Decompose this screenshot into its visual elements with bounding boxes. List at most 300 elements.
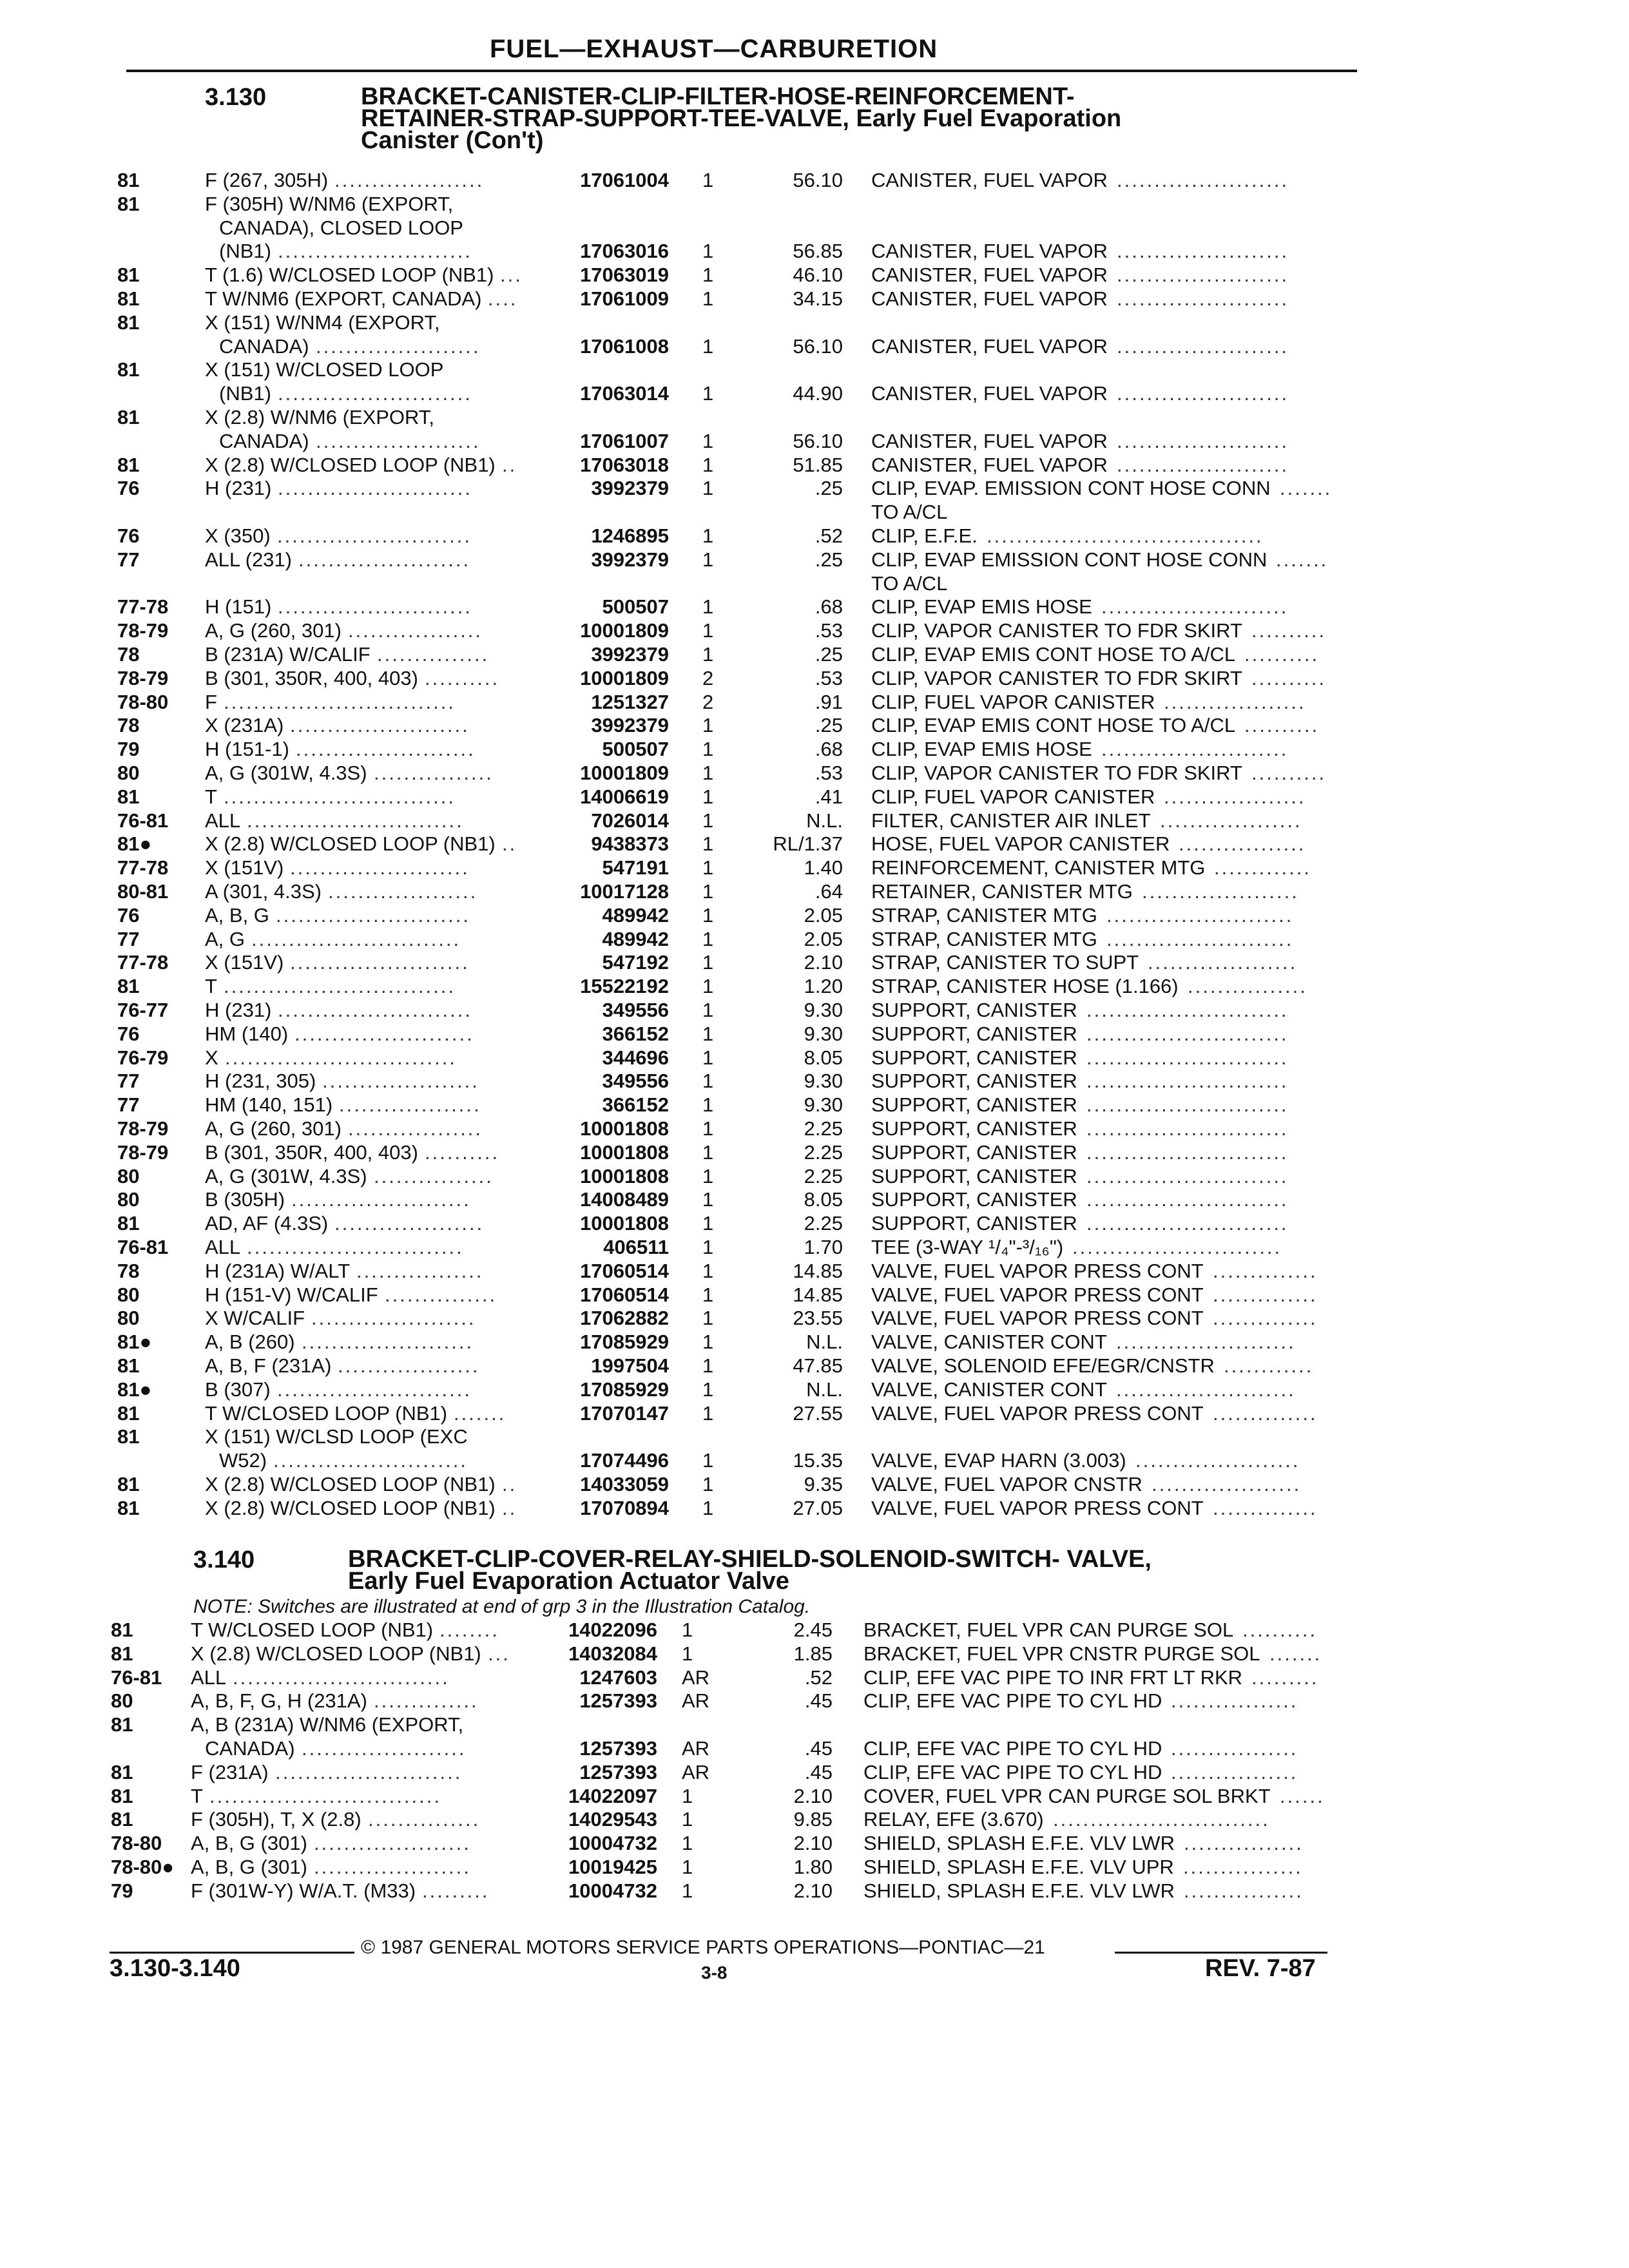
- description: SHIELD, SPLASH E.F.E. VLV UPR: [863, 1856, 1174, 1878]
- leader-dots: ..........................: [278, 999, 472, 1021]
- leader-dots: ................: [374, 1164, 494, 1187]
- leader-dots: .............................: [247, 1236, 464, 1258]
- price: 56.10: [793, 334, 843, 358]
- description: VALVE, FUEL VAPOR PRESS CONT: [871, 1401, 1204, 1425]
- parts-row: [0, 691, 1629, 714]
- year-range: 77: [117, 1093, 140, 1117]
- application: X (151) W/NM4 (EXPORT,: [205, 311, 440, 334]
- parts-row: [0, 1354, 1629, 1378]
- parts-row: [0, 1737, 1629, 1760]
- quantity: 1: [702, 1496, 714, 1519]
- price: 51.85: [793, 453, 843, 476]
- application: ALL (231): [205, 548, 292, 571]
- leader-dots: ..........................: [277, 1378, 472, 1401]
- leader-dots: ..........: [1251, 762, 1327, 784]
- footer-rule-left: [110, 1952, 354, 1954]
- price: 9.30: [804, 1093, 843, 1117]
- parts-row: [0, 1165, 1629, 1188]
- year-range: 81: [111, 1808, 133, 1831]
- part-number: 17070894: [580, 1496, 669, 1519]
- year-range: 77: [117, 1070, 140, 1093]
- leader-dots: .........................: [1106, 927, 1294, 950]
- parts-row: [0, 1331, 1629, 1354]
- year-range: 81: [117, 1212, 140, 1235]
- leader-dots: ...................: [1160, 809, 1302, 832]
- parts-row: [0, 904, 1629, 927]
- quantity: 1: [702, 1378, 714, 1401]
- quantity: 2: [702, 666, 714, 689]
- quantity: 1: [702, 643, 714, 666]
- description: SUPPORT, CANISTER: [871, 1093, 1077, 1117]
- parts-row: [0, 501, 1629, 524]
- application: H (231, 305): [205, 1070, 316, 1093]
- year-range: 80: [117, 1164, 140, 1187]
- application: X: [205, 1046, 218, 1069]
- application: HM (140): [205, 1022, 289, 1045]
- part-number: 547192: [602, 951, 669, 974]
- leader-dots: ...............................: [225, 1046, 457, 1069]
- part-number: 17070147: [580, 1401, 669, 1425]
- price: 2.05: [804, 903, 843, 927]
- leader-dots: ...........................: [1086, 1070, 1289, 1093]
- leader-dots: ..........: [425, 666, 500, 689]
- quantity: 1: [682, 1832, 693, 1855]
- quantity: 1: [702, 903, 714, 927]
- leader-dots: .............................: [233, 1666, 450, 1689]
- description: CLIP, EVAP EMIS HOSE: [871, 595, 1092, 619]
- application: F: [205, 690, 217, 713]
- parts-row: [0, 1046, 1629, 1070]
- leader-dots: ..........................: [277, 524, 472, 547]
- description: CLIP, EFE VAC PIPE TO CYL HD: [863, 1737, 1162, 1760]
- application: T (1.6) W/CLOSED LOOP (NB1): [205, 264, 494, 287]
- description: TO A/CL: [871, 501, 948, 524]
- parts-row: [0, 311, 1629, 334]
- quantity: 1: [702, 1331, 714, 1354]
- year-range: 77: [117, 548, 140, 571]
- parts-row: [0, 975, 1629, 998]
- quantity: 1: [702, 429, 714, 452]
- part-number: 349556: [602, 999, 669, 1021]
- description: CLIP, EVAP EMISSION CONT HOSE CONN: [871, 548, 1268, 571]
- quantity: 1: [702, 1046, 714, 1069]
- part-number: 489942: [602, 927, 669, 950]
- quantity: 1: [702, 880, 714, 903]
- price: .53: [815, 762, 843, 784]
- description: VALVE, FUEL VAPOR PRESS CONT: [871, 1496, 1204, 1519]
- parts-row: [0, 1761, 1629, 1784]
- price: .25: [815, 477, 843, 500]
- application: AD, AF (4.3S): [205, 1212, 329, 1235]
- part-number: 10004732: [568, 1879, 657, 1902]
- year-range: 78: [117, 1259, 140, 1282]
- application: F (305H), T, X (2.8): [191, 1808, 361, 1831]
- parts-row: [0, 1666, 1629, 1689]
- leader-dots: ......................: [302, 1737, 467, 1760]
- part-number: 17074496: [580, 1449, 669, 1472]
- description: VALVE, CANISTER CONT: [871, 1378, 1107, 1401]
- footer-copyright: © 1987 GENERAL MOTORS SERVICE PARTS OPERATIONS—PONTIAC—21: [361, 1937, 1045, 1958]
- price: 15.35: [793, 1449, 843, 1472]
- parts-row: [0, 667, 1629, 690]
- price: 2.25: [804, 1140, 843, 1164]
- quantity: 1: [702, 595, 714, 619]
- part-number: 17062882: [580, 1307, 669, 1330]
- description: CLIP, FUEL VAPOR CANISTER: [871, 690, 1155, 713]
- leader-dots: ..........................: [278, 477, 472, 500]
- section-number: 3.140: [193, 1546, 255, 1573]
- price: 34.15: [793, 287, 843, 310]
- quantity: 1: [702, 264, 714, 287]
- leader-dots: ...........................: [1086, 999, 1289, 1021]
- price: .68: [815, 595, 843, 619]
- price: 2.25: [804, 1117, 843, 1140]
- application: H (151-1): [205, 738, 289, 761]
- description: SHIELD, SPLASH E.F.E. VLV LWR: [863, 1879, 1175, 1902]
- parts-row: [0, 1307, 1629, 1330]
- leader-dots: ........................: [290, 856, 470, 879]
- quantity: 1: [702, 856, 714, 879]
- parts-row: [0, 714, 1629, 737]
- leader-dots: .......................: [302, 1331, 474, 1354]
- part-number: 344696: [602, 1046, 669, 1069]
- leader-dots: ..............: [1213, 1283, 1318, 1306]
- quantity: 1: [702, 524, 714, 547]
- parts-row: [0, 832, 1629, 856]
- part-number: 10001808: [580, 1164, 669, 1187]
- year-range: 81: [117, 406, 140, 428]
- application: A, G (301W, 4.3S): [205, 762, 367, 784]
- part-number: 14022097: [568, 1784, 657, 1807]
- quantity: 1: [702, 1283, 714, 1306]
- price: 2.25: [804, 1212, 843, 1235]
- year-range: 76-81: [111, 1666, 162, 1689]
- parts-row: [0, 430, 1629, 453]
- part-number: 1247603: [579, 1666, 657, 1689]
- part-number: 10004732: [568, 1832, 657, 1855]
- leader-dots: .............: [1214, 856, 1311, 879]
- year-range: 77: [117, 927, 140, 950]
- part-number: 1257393: [579, 1737, 657, 1760]
- quantity: 1: [702, 619, 714, 642]
- year-range: 81: [117, 1496, 140, 1519]
- parts-row: [0, 1402, 1629, 1425]
- leader-dots: ...........................: [1086, 1093, 1289, 1117]
- year-range: 81: [117, 1401, 140, 1425]
- description: STRAP, CANISTER TO SUPT: [871, 951, 1139, 974]
- application: T: [191, 1784, 203, 1807]
- application: A, G: [205, 927, 246, 950]
- quantity: AR: [682, 1737, 710, 1760]
- application: B (307): [205, 1378, 271, 1401]
- leader-dots: ...................: [1164, 690, 1306, 713]
- part-number: 489942: [602, 903, 669, 927]
- quantity: 1: [702, 1307, 714, 1330]
- price: 8.05: [804, 1046, 843, 1069]
- parts-row: [0, 477, 1629, 500]
- quantity: 1: [702, 809, 714, 832]
- application: HM (140, 151): [205, 1093, 333, 1117]
- section-title-line: BRACKET-CANISTER-CLIP-FILTER-HOSE-REINFORCEMENT-: [361, 83, 1075, 110]
- quantity: 1: [682, 1808, 693, 1831]
- price: 56.85: [793, 240, 843, 263]
- parts-row: [0, 1070, 1629, 1093]
- leader-dots: ...: [500, 264, 523, 287]
- parts-row: [0, 1713, 1629, 1736]
- parts-row: [0, 1236, 1629, 1259]
- application: H (231): [205, 477, 272, 500]
- year-range: 81: [117, 1354, 140, 1377]
- description: STRAP, CANISTER MTG: [871, 903, 1097, 927]
- leader-dots: .............................: [247, 809, 464, 832]
- parts-row: [0, 169, 1629, 192]
- leader-dots: ......: [1280, 1784, 1325, 1807]
- leader-dots: ..: [502, 1473, 517, 1495]
- quantity: 1: [702, 1093, 714, 1117]
- part-number: 366152: [602, 1022, 669, 1045]
- leader-dots: .......................: [1117, 453, 1289, 476]
- part-number: 349556: [602, 1070, 669, 1093]
- leader-dots: ...........................: [1086, 1046, 1289, 1069]
- description: VALVE, FUEL VAPOR PRESS CONT: [871, 1283, 1204, 1306]
- year-range: 81: [111, 1642, 133, 1665]
- part-number: 10001808: [580, 1212, 669, 1235]
- leader-dots: ..........................: [278, 382, 472, 405]
- application: X (151V): [205, 856, 284, 879]
- part-number: 15522192: [580, 975, 669, 998]
- quantity: 1: [702, 382, 714, 405]
- leader-dots: ......................: [311, 1307, 476, 1330]
- price: 2.05: [804, 927, 843, 950]
- price: .25: [815, 548, 843, 571]
- description: SUPPORT, CANISTER: [871, 1140, 1077, 1164]
- application: A, G (260, 301): [205, 619, 342, 642]
- description: VALVE, CANISTER CONT: [871, 1331, 1107, 1354]
- leader-dots: ...............: [385, 1283, 497, 1306]
- part-number: 406511: [603, 1236, 669, 1258]
- parts-row: [0, 1449, 1629, 1472]
- part-number: 17063018: [580, 453, 669, 476]
- year-range: 76: [117, 477, 140, 500]
- description: CANISTER, FUEL VAPOR: [871, 169, 1108, 191]
- leader-dots: .......: [1280, 477, 1333, 500]
- part-number: 14029543: [568, 1808, 657, 1831]
- leader-dots: .....................: [314, 1856, 471, 1878]
- leader-dots: .......: [1276, 548, 1329, 571]
- price: 2.10: [793, 1784, 833, 1807]
- leader-dots: ...........................: [1086, 1188, 1289, 1211]
- leader-dots: ...................: [339, 1093, 481, 1117]
- part-number: 10019425: [568, 1856, 657, 1878]
- application: ALL: [205, 809, 241, 832]
- description: STRAP, CANISTER MTG: [871, 927, 1097, 950]
- section-title-line: Canister (Con't): [361, 127, 544, 154]
- application: X (2.8) W/CLOSED LOOP (NB1): [205, 1473, 496, 1495]
- part-number: 17060514: [580, 1259, 669, 1282]
- price: 1.20: [804, 975, 843, 998]
- year-range: 78: [117, 714, 140, 737]
- quantity: 1: [702, 1259, 714, 1282]
- part-number: 9438373: [591, 832, 669, 856]
- parts-row: [0, 1808, 1629, 1831]
- footer-page-number: 3-8: [701, 1963, 728, 1983]
- application: A, B, G: [205, 903, 269, 927]
- year-range: 78-79: [117, 1117, 169, 1140]
- year-range: 81: [117, 169, 140, 191]
- leader-dots: .......................: [1117, 264, 1289, 287]
- application: H (231): [205, 999, 272, 1021]
- application: A, B (231A) W/NM6 (EXPORT,: [191, 1713, 464, 1736]
- year-range: 81: [117, 287, 140, 310]
- parts-row: [0, 1689, 1629, 1713]
- quantity: 1: [702, 169, 714, 191]
- parts-row: [0, 524, 1629, 548]
- parts-row: [0, 1093, 1629, 1117]
- description: BRACKET, FUEL VPR CNSTR PURGE SOL: [863, 1642, 1260, 1665]
- leader-dots: ...........................: [1086, 1117, 1289, 1140]
- year-range: 77-78: [117, 951, 169, 974]
- quantity: 2: [702, 690, 714, 713]
- application: CANADA): [205, 1737, 295, 1760]
- description: SUPPORT, CANISTER: [871, 1212, 1077, 1235]
- description: CLIP, FUEL VAPOR CANISTER: [871, 785, 1155, 808]
- year-range: 80: [117, 1283, 140, 1306]
- year-range: 81: [117, 264, 140, 287]
- description: RETAINER, CANISTER MTG: [871, 880, 1133, 903]
- part-number: 7026014: [591, 809, 669, 832]
- price: .91: [815, 690, 843, 713]
- leader-dots: ........: [439, 1619, 499, 1641]
- description: CANISTER, FUEL VAPOR: [871, 382, 1108, 405]
- leader-dots: .................: [356, 1259, 484, 1282]
- description: STRAP, CANISTER HOSE (1.166): [871, 975, 1179, 998]
- description: COVER, FUEL VPR CAN PURGE SOL BRKT: [863, 1784, 1271, 1807]
- leader-dots: ......................: [316, 334, 481, 358]
- description: CLIP, EVAP EMIS CONT HOSE TO A/CL: [871, 714, 1236, 737]
- price: 1.85: [793, 1642, 833, 1665]
- parts-row: [0, 1619, 1629, 1642]
- application: A, B, G (301): [191, 1856, 307, 1878]
- leader-dots: ...........................: [1086, 1022, 1289, 1045]
- price: .45: [804, 1737, 833, 1760]
- leader-dots: ..........................: [278, 240, 472, 263]
- leader-dots: .......................: [298, 548, 471, 571]
- part-number: 1997504: [591, 1354, 669, 1377]
- application: A, G (301W, 4.3S): [205, 1164, 367, 1187]
- application: B (231A) W/CALIF: [205, 643, 371, 666]
- part-number: 3992379: [591, 643, 669, 666]
- leader-dots: ................: [1188, 975, 1307, 998]
- leader-dots: .......................: [1117, 169, 1289, 191]
- description: REINFORCEMENT, CANISTER MTG: [871, 856, 1206, 879]
- leader-dots: ...........................: [1086, 1164, 1289, 1187]
- leader-dots: ..: [502, 1496, 517, 1519]
- part-number: 10017128: [580, 880, 669, 903]
- description: CLIP, EFE VAC PIPE TO CYL HD: [863, 1689, 1162, 1713]
- parts-row: [0, 1188, 1629, 1211]
- leader-dots: .......................: [1117, 287, 1289, 310]
- leader-dots: ..........: [1251, 619, 1327, 642]
- quantity: 1: [682, 1642, 693, 1665]
- leader-dots: .........................: [275, 1760, 463, 1783]
- leader-dots: ...............................: [209, 1784, 441, 1807]
- description: CANISTER, FUEL VAPOR: [871, 453, 1108, 476]
- leader-dots: .....................................: [987, 524, 1264, 547]
- description: CANISTER, FUEL VAPOR: [871, 264, 1108, 287]
- parts-row: [0, 548, 1629, 572]
- part-number: 17061007: [580, 429, 669, 452]
- application: A, B, F, G, H (231A): [191, 1689, 367, 1713]
- year-range: 81: [117, 1425, 140, 1448]
- leader-dots: ....................: [1148, 951, 1298, 974]
- quantity: 1: [682, 1784, 693, 1807]
- leader-dots: ..: [502, 453, 517, 476]
- leader-dots: ........................: [296, 738, 476, 761]
- part-number: 17063019: [580, 264, 669, 287]
- year-range: 81: [111, 1760, 133, 1783]
- price: N.L.: [806, 1331, 843, 1354]
- year-range: 81: [117, 453, 140, 476]
- leader-dots: ..............: [374, 1689, 479, 1713]
- description: VALVE, EVAP HARN (3.003): [871, 1449, 1126, 1472]
- leader-dots: ...............: [368, 1808, 481, 1831]
- application: X (350): [205, 524, 271, 547]
- price: 1.70: [804, 1236, 843, 1258]
- application: A, G (260, 301): [205, 1117, 342, 1140]
- description: CLIP, VAPOR CANISTER TO FDR SKIRT: [871, 619, 1242, 642]
- leader-dots: ......................: [1135, 1449, 1300, 1472]
- leader-dots: ................: [374, 762, 494, 784]
- description: FILTER, CANISTER AIR INLET: [871, 809, 1151, 832]
- leader-dots: .........: [1251, 1666, 1319, 1689]
- parts-row: [0, 1212, 1629, 1235]
- leader-dots: ..............: [1213, 1401, 1318, 1425]
- leader-dots: .......................: [1117, 382, 1289, 405]
- price: 9.30: [804, 1070, 843, 1093]
- leader-dots: ...: [488, 1642, 510, 1665]
- description: RELAY, EFE (3.670): [863, 1808, 1044, 1831]
- leader-dots: ........................: [290, 714, 470, 737]
- parts-row: [0, 999, 1629, 1022]
- leader-dots: .........................: [1101, 595, 1289, 619]
- price: 2.10: [793, 1832, 833, 1855]
- leader-dots: ...........................: [1086, 1212, 1289, 1235]
- description: CLIP, EFE VAC PIPE TO INR FRT LT RKR: [863, 1666, 1243, 1689]
- description: CANISTER, FUEL VAPOR: [871, 334, 1108, 358]
- price: 27.05: [793, 1496, 843, 1519]
- quantity: 1: [702, 999, 714, 1021]
- price: 9.35: [804, 1473, 843, 1495]
- quantity: 1: [682, 1856, 693, 1878]
- year-range: 81: [117, 1473, 140, 1495]
- year-range: 81●: [117, 1331, 152, 1354]
- price: .41: [815, 785, 843, 808]
- quantity: 1: [702, 477, 714, 500]
- year-range: 78-80: [117, 690, 169, 713]
- part-number: 17085929: [580, 1331, 669, 1354]
- description: SUPPORT, CANISTER: [871, 1022, 1077, 1045]
- description: VALVE, FUEL VAPOR PRESS CONT: [871, 1259, 1204, 1282]
- description: SUPPORT, CANISTER: [871, 1188, 1077, 1211]
- part-number: 10001809: [580, 619, 669, 642]
- leader-dots: .................: [1171, 1689, 1298, 1713]
- part-number: 3992379: [591, 714, 669, 737]
- parts-row: [0, 785, 1629, 809]
- quantity: 1: [702, 1401, 714, 1425]
- leader-dots: ................: [1183, 1856, 1303, 1878]
- leader-dots: ........................: [291, 1188, 471, 1211]
- year-range: 81●: [117, 832, 152, 856]
